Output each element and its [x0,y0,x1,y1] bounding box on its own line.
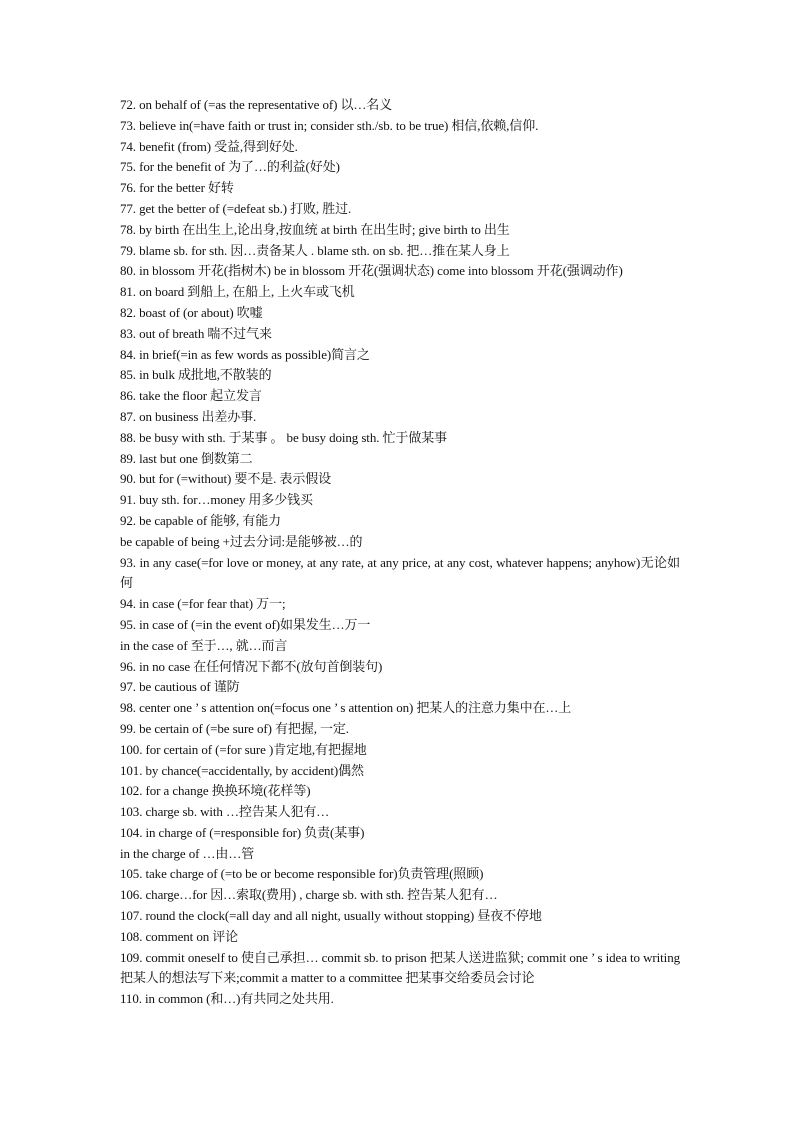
text-line-99: 99. be certain of (=be sure of) 有把握, 一定. [120,720,349,736]
text-line-75: 75. for the benefit of 为了…的利益(好处) [120,159,340,175]
text-line-85: 85. in bulk 成批地,不散装的 [120,367,272,383]
text-line-96: 96. in no case 在任何情况下都不(放句首倒装句) [120,658,383,674]
text-line-80: 80. in blossom 开花(指树木) be in blossom 开花(强调状态) come into blossom 开花(强调动作) [120,263,623,279]
text-line-103: 103. charge sb. with …控告某人犯有… [120,804,330,820]
text-line-92-continued: be capable of being +过去分词:是能够被…的 [120,533,363,549]
text-line-87: 87. on business 出差办事. [120,408,257,424]
text-line-95-continued: in the case of 至于…, 就…而言 [120,637,288,653]
text-line-92: 92. be capable of 能够, 有能力 [120,512,282,528]
text-line-74: 74. benefit (from) 受益,得到好处. [120,138,298,154]
text-line-82: 82. boast of (or about) 吹嘘 [120,304,263,320]
text-line-76: 76. for the better 好转 [120,180,234,196]
text-line-109: 109. commit oneself to 使自己承担… commit sb. to prison 把某人送进监狱; commit one ’ s idea to writing 把某人的想法写下来;commit a matter to a committee 把某事交给委员会讨论 [120,949,680,986]
text-line-91: 91. buy sth. for…money 用多少钱买 [120,492,313,508]
text-line-106: 106. charge…for 因…索取(费用) , charge sb. with sth. 控告某人犯有… [120,887,498,903]
text-line-98: 98. center one ’ s attention on(=focus one ’ s attention on) 把某人的注意力集中在…上 [120,700,572,716]
text-line-72: 72. on behalf of (=as the representative of) 以…名义 [120,97,393,112]
text-line-108: 108. comment on 评论 [120,928,239,944]
text-line-79: 79. blame sb. for sth. 因…责备某人 . blame sth. on sb. 把…推在某人身上 [120,242,510,258]
text-line-73: 73. believe in(=have faith or trust in; consider sth./sb. to be true) 相信,依赖,信仰. [120,117,539,133]
text-line-77: 77. get the better of (=defeat sb.) 打败, 胜过. [120,200,352,216]
text-line-102: 102. for a change 换换环境(花样等) [120,783,311,799]
text-line-94: 94. in case (=for fear that) 万一; [120,596,286,612]
text-line-83: 83. out of breath 喘不过气来 [120,325,272,341]
text-line-107: 107. round the clock(=all day and all night, usually without stopping) 昼夜不停地 [120,908,542,924]
text-line-81: 81. on board 到船上, 在船上, 上火车或飞机 [120,284,355,300]
text-line-88: 88. be busy with sth. 于某事 。 be busy doing sth. 忙于做某事 [120,429,448,445]
text-line-78: 78. by birth 在出生上,论出身,按血统 at birth 在出生时; give birth to 出生 [120,221,510,237]
text-line-84: 84. in brief(=in as few words as possible)简言之 [120,346,370,362]
text-line-90: 90. but for (=without) 要不是. 表示假设 [120,471,332,487]
text-line-110: 110. in common (和…)有共同之处共用. [120,991,334,1007]
text-line-104: 104. in charge of (=responsible for) 负责(某事) [120,824,365,840]
text-line-95: 95. in case of (=in the event of)如果发生…万一 [120,616,371,632]
text-line-97: 97. be cautious of 谨防 [120,679,240,695]
text-line-100: 100. for certain of (=for sure )肯定地,有把握地 [120,741,367,757]
text-line-86: 86. take the floor 起立发言 [120,388,262,404]
document-page [120,95,680,1010]
text-line-93: 93. in any case(=for love or money, at any rate, at any price, at any cost, whatever happens; anyhow)无论如何 [120,554,680,591]
text-line-105: 105. take charge of (=to be or become responsible for)负责管理(照顾) [120,866,484,882]
text-line-101: 101. by chance(=accidentally, by accident)偶然 [120,762,364,778]
text-line-89: 89. last but one 倒数第二 [120,450,253,466]
text-line-104-continued: in the charge of …由…管 [120,845,255,861]
